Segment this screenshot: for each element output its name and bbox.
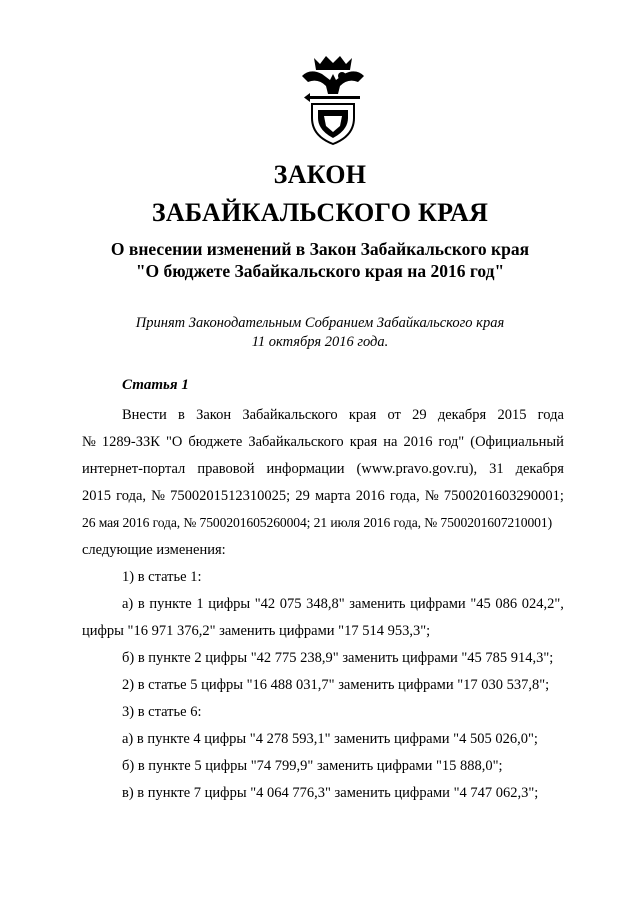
body-word: 075 (279, 596, 302, 612)
body-word: края (349, 434, 378, 450)
document-title-line-2: ЗАБАЙКАЛЬСКОГО КРАЯ (151, 198, 489, 227)
body-word: (Официальный (470, 434, 564, 450)
coat-of-arms-icon (300, 54, 366, 146)
body-word: декабря (515, 461, 564, 477)
body-word: 024,2", (521, 596, 564, 612)
body-word: цифры (208, 596, 251, 612)
body-word: № (424, 488, 439, 504)
body-word: цифрами (410, 596, 466, 612)
body-word: 1289-ЗЗК (101, 434, 160, 450)
body-line: а) в пункте 4 цифры "4 278 593,1" заменить цифрами "4 505 026,0"; (122, 731, 538, 747)
body-word: края (348, 407, 377, 423)
body-word: заменить (349, 596, 406, 612)
body-word: Закон (196, 407, 232, 423)
body-line: б) в пункте 5 цифры "74 799,9" заменить цифрами "15 888,0"; (122, 758, 503, 774)
body-word: 2016 (403, 434, 433, 450)
body-word: Забайкальского (248, 434, 344, 450)
body-line (82, 459, 564, 479)
body-line (122, 405, 564, 425)
body-word: интернет-портал (82, 461, 186, 477)
body-word: 7500201603290001; (443, 488, 564, 504)
document-subtitle-line-1: О внесении изменений в Закон Забайкальского края (110, 239, 530, 259)
body-word: в (177, 407, 185, 423)
body-word: год" (438, 434, 465, 450)
body-line: 26 мая 2016 года, № 7500201605260004; 21 июля 2016 года, № 7500201607210001) (82, 515, 552, 530)
body-word: на (383, 434, 398, 450)
body-word: 31 (489, 461, 504, 477)
body-word: от (387, 407, 401, 423)
document-subtitle-line-2: "О бюджете Забайкальского края на 2016 год" (135, 261, 505, 281)
article-heading: Статья 1 (122, 377, 189, 393)
body-word: Забайкальского (242, 407, 338, 423)
body-word: "42 (254, 596, 276, 612)
document-title-line-1: ЗАКОН (273, 160, 367, 189)
adoption-note-line-2: 11 октября 2016 года. (251, 334, 389, 350)
body-word: а) (122, 596, 134, 612)
body-word: 2015 (82, 488, 111, 504)
body-word: марта (315, 488, 351, 504)
body-line: следующие изменения: (82, 542, 226, 558)
body-word: 7500201512310025; (170, 488, 291, 504)
adoption-note-line-1: Принят Законодательным Собранием Забайкальского края (135, 315, 505, 331)
body-word: 29 (412, 407, 427, 423)
body-word: пункте (149, 596, 192, 612)
body-word: № (151, 488, 166, 504)
body-word: 086 (495, 596, 518, 612)
body-word: информации (266, 461, 345, 477)
body-word: года (537, 407, 564, 423)
body-word: года, (116, 488, 147, 504)
body-line: цифры "16 971 376,2" заменить цифрами "17 514 953,3"; (82, 623, 431, 639)
body-word: правовой (197, 461, 255, 477)
body-word: 2016 (355, 488, 385, 504)
body-word: в (137, 596, 145, 612)
body-line: 1) в статье 1: (122, 569, 202, 585)
body-word: № (82, 434, 96, 450)
body-word: (www.pravo.gov.ru), (356, 461, 478, 477)
body-word: 2015 (497, 407, 527, 423)
body-word: декабря (437, 407, 487, 423)
body-line: 2) в статье 5 цифры "16 488 031,7" заменить цифрами "17 030 537,8"; (122, 677, 550, 693)
body-line: 3) в статье 6: (122, 704, 202, 720)
body-line (122, 594, 564, 614)
body-word: 1 (196, 596, 204, 612)
body-line (82, 486, 564, 506)
body-line: в) в пункте 7 цифры "4 064 776,3" заменить цифрами "4 747 062,3"; (122, 785, 539, 801)
body-word: бюджете (188, 434, 243, 450)
body-word: "45 (470, 596, 491, 612)
body-word: 348,8" (306, 596, 345, 612)
body-word: года, (389, 488, 420, 504)
body-line (82, 432, 564, 452)
body-word: 29 (295, 488, 310, 504)
body-word: "О (165, 434, 183, 450)
body-word: Внести (122, 407, 167, 423)
body-line: б) в пункте 2 цифры "42 775 238,9" заменить цифрами "45 785 914,3"; (122, 650, 554, 666)
